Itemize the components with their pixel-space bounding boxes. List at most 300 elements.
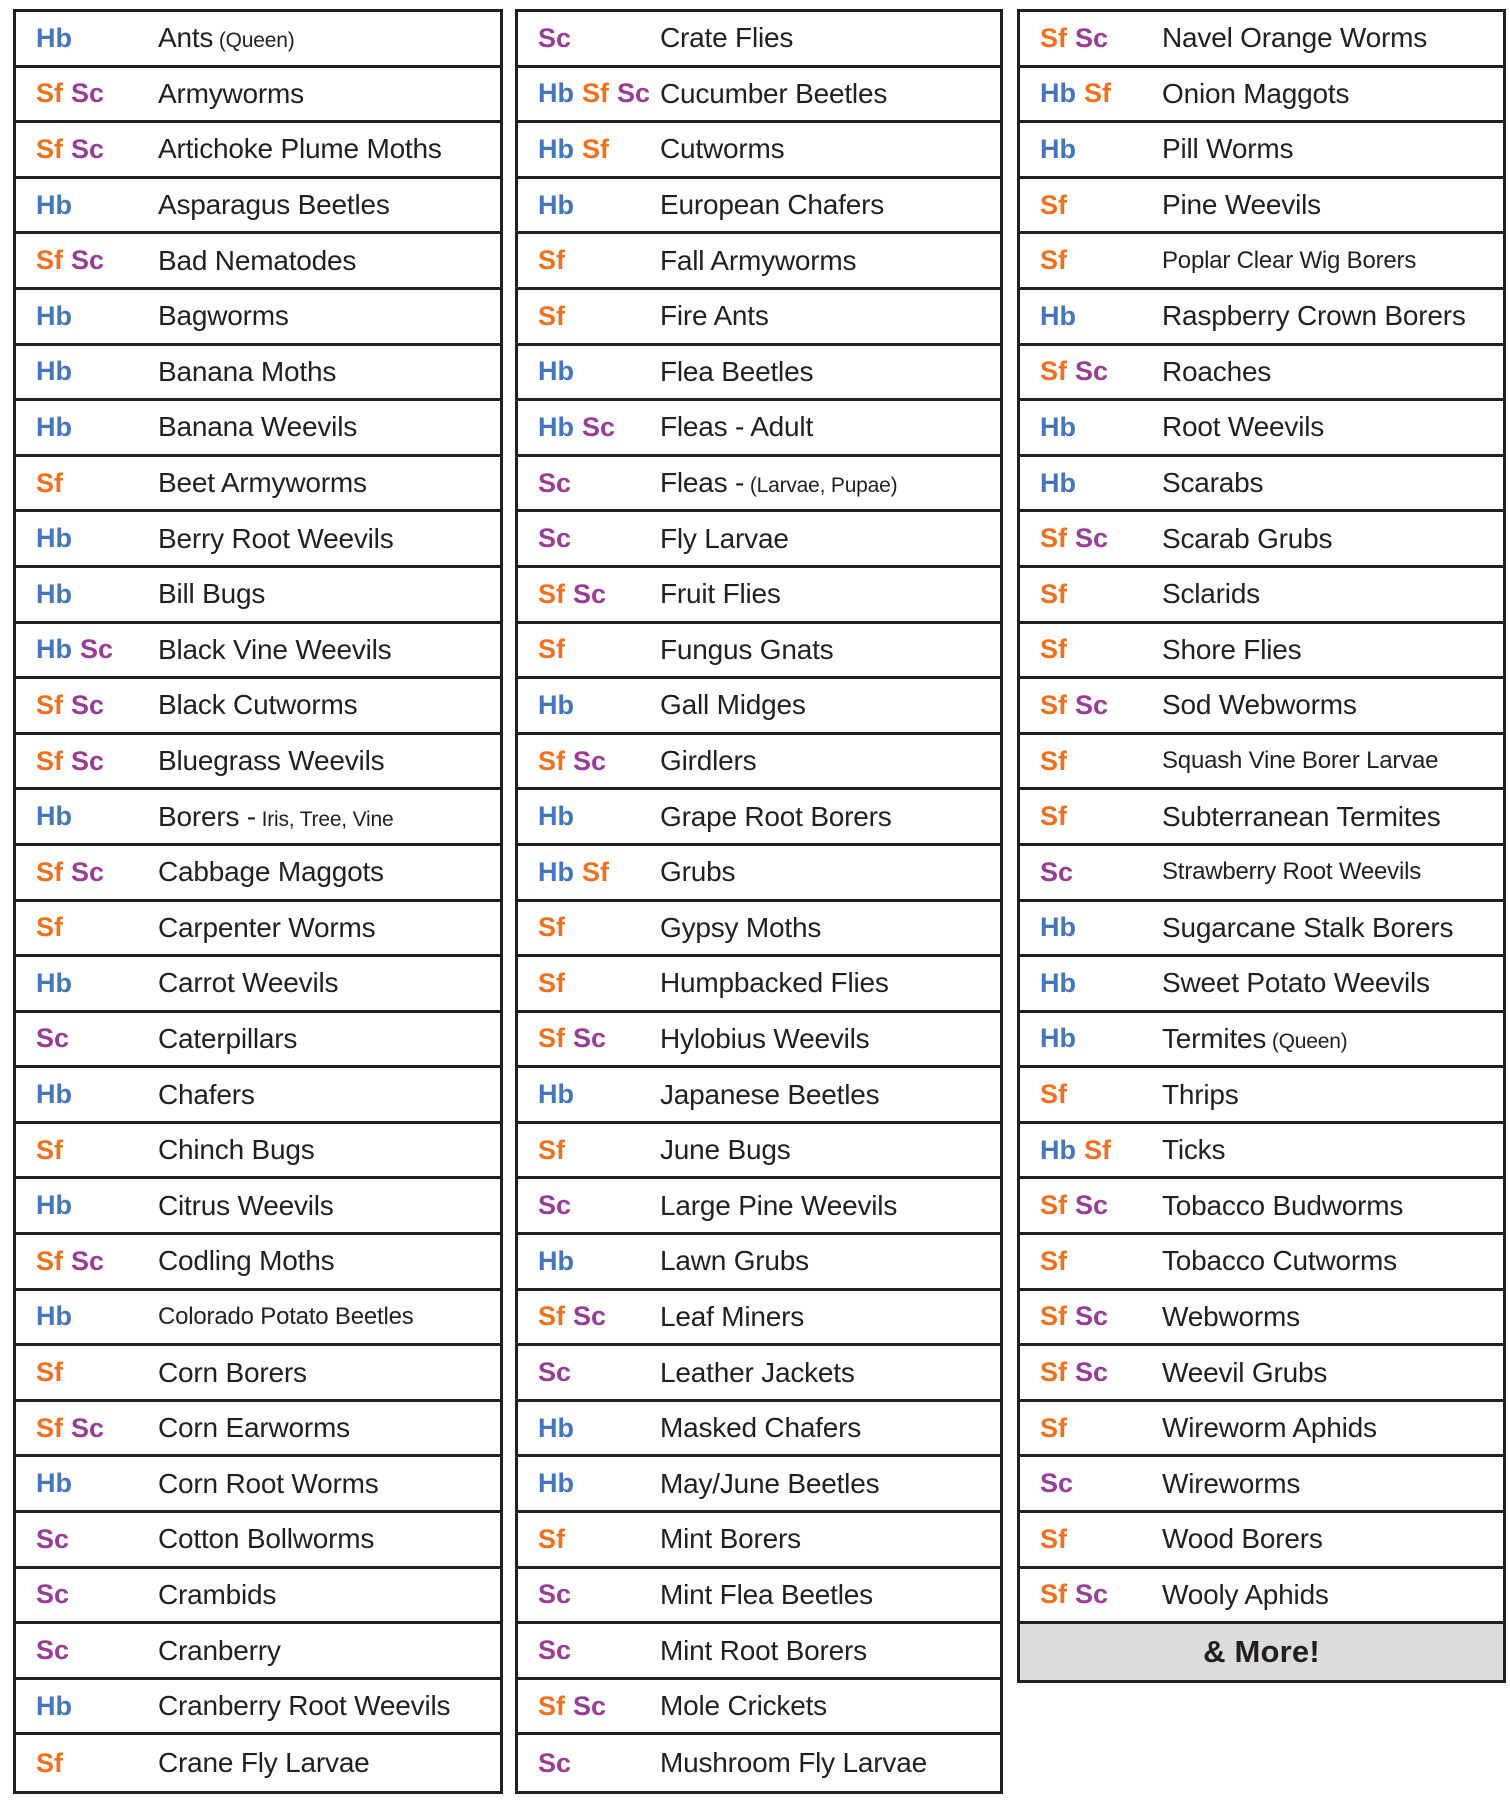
table-row [518,179,1000,235]
table-row [16,290,500,346]
code-sc-badge: Sc [1075,1301,1109,1332]
host-code-cell [518,1357,660,1388]
code-sf-badge: Sf [582,133,609,164]
code-hb-badge: Hb [538,78,574,109]
pest-name: June Bugs [660,1134,791,1166]
code-sc-badge: Sc [1040,1468,1074,1499]
host-code-cell [518,1190,660,1221]
table-row [1020,902,1503,958]
code-sf-badge: Sf [1040,689,1067,720]
host-code-cell [518,801,660,832]
host-code-cell [518,857,660,888]
table-row [1020,123,1503,179]
code-hb-badge: Hb [36,634,72,665]
host-code-cell [1020,134,1162,165]
host-code-cell [16,857,158,888]
pest-name: Mushroom Fly Larvae [660,1747,927,1779]
code-sf-badge: Sf [538,745,565,776]
pest-name: Borers - Iris, Tree, Vine [158,800,394,832]
code-sf-badge: Sf [538,1690,565,1721]
host-code-cell [518,1135,660,1166]
host-code-cell [16,1413,158,1444]
host-code-cell [1020,1079,1162,1110]
table-row [1020,1235,1503,1291]
pest-name: Scarabs [1162,467,1264,499]
pest-name: Large Pine Weevils [660,1189,898,1221]
host-code-cell [1020,912,1162,943]
code-sf-badge: Sf [582,78,609,109]
code-hb-badge: Hb [538,1245,574,1276]
code-hb-badge: Hb [1040,411,1076,442]
pest-table-column-1 [13,9,503,1794]
pest-name: Black Vine Weevils [158,633,392,665]
code-sf-badge: Sf [1040,1245,1067,1276]
table-row [1020,568,1503,624]
pest-name: Ticks [1162,1134,1226,1166]
table-row [1020,846,1503,902]
code-sf-badge: Sf [36,856,63,887]
table-row [16,568,500,624]
table-row [16,1068,500,1124]
table-row [16,1513,500,1569]
table-row [518,512,1000,568]
pest-name-note: Iris, Tree, Vine [255,807,394,831]
table-row [16,902,500,958]
table-row [1020,1291,1503,1347]
table-row [518,1235,1000,1291]
host-code-cell [1020,1023,1162,1054]
host-code-cell [1020,523,1162,554]
host-code-cell [518,356,660,387]
host-code-cell [16,634,158,665]
pest-name: Roaches [1162,355,1272,387]
host-code-cell [518,1468,660,1499]
host-code-cell [518,690,660,721]
code-sc-badge: Sc [71,1245,105,1276]
code-hb-badge: Hb [538,1079,574,1110]
code-hb-badge: Hb [36,300,72,331]
pest-name: Banana Weevils [158,411,358,443]
table-row [16,1013,500,1069]
code-sc-badge: Sc [538,1747,572,1778]
pest-name: Corn Earworms [158,1412,350,1444]
table-row [518,1735,1000,1791]
host-code-cell [1020,746,1162,777]
host-code-cell [16,245,158,276]
host-code-cell [1020,690,1162,721]
pest-name: Fruit Flies [660,578,781,610]
code-sc-badge: Sc [36,1635,70,1666]
code-hb-badge: Hb [36,967,72,998]
code-sf-badge: Sf [36,1412,63,1443]
host-code-cell [16,746,158,777]
host-code-cell [16,1023,158,1054]
pest-name: Tobacco Cutworms [1162,1245,1397,1277]
pest-name: Fall Armyworms [660,244,857,276]
code-sf-badge: Sf [538,300,565,331]
code-sf-badge: Sf [1040,1357,1067,1388]
host-code-cell [1020,1357,1162,1388]
table-row [518,12,1000,68]
pest-table-column-2 [515,9,1003,1794]
code-sc-badge: Sc [573,1023,607,1054]
code-hb-badge: Hb [1040,912,1076,943]
code-sf-badge: Sf [36,1357,63,1388]
pest-name: Sugarcane Stalk Borers [1162,911,1454,943]
host-code-cell [1020,634,1162,665]
code-hb-badge: Hb [36,1079,72,1110]
table-row [16,790,500,846]
code-sc-badge: Sc [71,856,105,887]
host-code-cell [16,1135,158,1166]
pest-name: Wireworms [1162,1467,1301,1499]
pest-name: Grubs [660,856,736,888]
code-sf-badge: Sf [1040,245,1067,276]
host-code-cell [16,523,158,554]
table-row [16,457,500,513]
code-sf-badge: Sf [1084,1134,1111,1165]
code-sf-badge: Sf [1040,1079,1067,1110]
host-code-cell [1020,1468,1162,1499]
pest-name: Armyworms [158,77,304,109]
host-code-cell [518,1691,660,1722]
code-hb-badge: Hb [538,1468,574,1499]
host-code-cell [16,1468,158,1499]
pest-name: Navel Orange Worms [1162,22,1428,54]
code-hb-badge: Hb [538,801,574,832]
pest-table-column-3 [1017,9,1506,1683]
host-code-cell [518,523,660,554]
table-row [518,401,1000,457]
table-row [16,846,500,902]
pest-name: Carrot Weevils [158,967,339,999]
pest-name: Mint Flea Beetles [660,1578,873,1610]
code-hb-badge: Hb [36,1301,72,1332]
table-row [1020,1569,1503,1625]
code-sc-badge: Sc [71,245,105,276]
host-code-cell [16,1691,158,1722]
pest-name: Corn Borers [158,1356,307,1388]
host-code-cell [1020,190,1162,221]
code-hb-badge: Hb [36,1190,72,1221]
code-sf-badge: Sf [36,467,63,498]
code-sf-badge: Sf [36,1747,63,1778]
host-code-cell [16,1748,158,1779]
host-code-cell [518,746,660,777]
host-code-cell [16,23,158,54]
pest-name: Fleas - Adult [660,411,814,443]
host-code-cell [518,301,660,332]
pest-name: Cranberry Root Weevils [158,1690,451,1722]
code-sc-badge: Sc [71,689,105,720]
host-code-cell [518,912,660,943]
pest-name: Cucumber Beetles [660,77,888,109]
host-code-cell [1020,579,1162,610]
host-code-cell [16,78,158,109]
more-row [1020,1624,1503,1680]
pest-name: Girdlers [660,745,757,777]
pest-name: European Chafers [660,189,885,221]
code-hb-badge: Hb [538,133,574,164]
table-row [16,1402,500,1458]
table-row [518,1513,1000,1569]
code-sc-badge: Sc [36,1523,70,1554]
code-sf-badge: Sf [1040,634,1067,665]
table-row [518,1569,1000,1625]
table-row [518,290,1000,346]
pest-name: Termites (Queen) [1162,1022,1348,1054]
host-code-cell [518,1079,660,1110]
code-sf-badge: Sf [582,856,609,887]
code-sc-badge: Sc [538,1357,572,1388]
code-sf-badge: Sf [538,967,565,998]
host-code-cell [16,1357,158,1388]
table-row [16,12,500,68]
table-row [1020,1013,1503,1069]
table-row [16,1346,500,1402]
pest-name: Berry Root Weevils [158,522,394,554]
table-row [16,1680,500,1736]
pest-name: Mint Borers [660,1523,801,1555]
table-row [16,512,500,568]
code-sc-badge: Sc [1040,856,1074,887]
code-sc-badge: Sc [71,745,105,776]
pest-name: Flea Beetles [660,355,814,387]
pest-name-note: (Larvae, Pupae) [744,474,898,498]
pest-name: Cutworms [660,133,785,165]
host-code-cell [16,468,158,499]
host-code-cell [518,1413,660,1444]
pest-name: Caterpillars [158,1022,298,1054]
code-hb-badge: Hb [1040,1023,1076,1054]
table-row [518,68,1000,124]
pest-name: Root Weevils [1162,411,1325,443]
pest-name: Mint Root Borers [660,1634,867,1666]
pest-name: Banana Moths [158,355,337,387]
table-row [16,401,500,457]
pest-name: Bagworms [158,300,289,332]
code-sf-badge: Sf [538,578,565,609]
code-sc-badge: Sc [71,133,105,164]
code-hb-badge: Hb [1040,133,1076,164]
pest-name: Lawn Grubs [660,1245,809,1277]
pest-name: Strawberry Root Weevils [1162,858,1422,886]
pest-name: Fire Ants [660,300,769,332]
table-row [518,902,1000,958]
code-sc-badge: Sc [538,467,572,498]
pest-name: Black Cutworms [158,689,358,721]
host-code-cell [518,245,660,276]
table-row [518,346,1000,402]
code-sc-badge: Sc [573,745,607,776]
code-sc-badge: Sc [538,22,572,53]
table-row [1020,1457,1503,1513]
table-row [518,123,1000,179]
pest-name: Wood Borers [1162,1523,1323,1555]
host-code-cell [518,1579,660,1610]
table-row [518,846,1000,902]
host-code-cell [1020,1524,1162,1555]
code-hb-badge: Hb [36,411,72,442]
host-code-cell [1020,412,1162,443]
code-sc-badge: Sc [617,78,651,109]
table-row [16,179,500,235]
code-sf-badge: Sf [36,745,63,776]
table-row [1020,1346,1503,1402]
code-sc-badge: Sc [1075,22,1109,53]
code-sc-badge: Sc [573,578,607,609]
table-row [1020,512,1503,568]
table-row [1020,1124,1503,1180]
pest-name: Humpbacked Flies [660,967,889,999]
pest-name: Leaf Miners [660,1300,805,1332]
code-sf-badge: Sf [1040,801,1067,832]
code-sc-badge: Sc [36,1023,70,1054]
pest-name: Corn Root Worms [158,1467,379,1499]
code-sf-badge: Sf [538,634,565,665]
table-row [518,624,1000,680]
table-row [1020,1402,1503,1458]
host-code-cell [1020,1413,1162,1444]
pest-name-note: (Queen) [213,29,295,53]
pest-name: Gypsy Moths [660,911,822,943]
code-sf-badge: Sf [538,1023,565,1054]
table-row [16,1235,500,1291]
pest-name: Leather Jackets [660,1356,855,1388]
table-row [518,1013,1000,1069]
host-code-cell [518,412,660,443]
table-row [16,1624,500,1680]
pest-name: Sclarids [1162,578,1260,610]
code-sc-badge: Sc [538,1635,572,1666]
code-sc-badge: Sc [573,1301,607,1332]
table-row [1020,457,1503,513]
table-row [16,1735,500,1791]
code-sf-badge: Sf [1040,523,1067,554]
pest-name: Bad Nematodes [158,244,357,276]
pest-name: Cotton Bollworms [158,1523,375,1555]
code-sc-badge: Sc [71,1412,105,1443]
host-code-cell [518,634,660,665]
code-hb-badge: Hb [36,189,72,220]
code-sc-badge: Sc [80,634,114,665]
table-row [518,1624,1000,1680]
pest-name: Chafers [158,1078,255,1110]
table-row [1020,346,1503,402]
pest-name: Sod Webworms [1162,689,1357,721]
table-row [518,1402,1000,1458]
table-row [518,1179,1000,1235]
code-sc-badge: Sc [71,78,105,109]
pest-name: Tobacco Budworms [1162,1189,1404,1221]
code-hb-badge: Hb [538,189,574,220]
code-sc-badge: Sc [1075,1579,1109,1610]
host-code-cell [16,579,158,610]
code-sf-badge: Sf [1040,1190,1067,1221]
host-code-cell [518,468,660,499]
pest-name: Japanese Beetles [660,1078,880,1110]
pest-name-note: (Queen) [1266,1029,1348,1053]
table-row [16,624,500,680]
table-row [16,1457,500,1513]
host-code-cell [16,1524,158,1555]
code-sf-badge: Sf [1040,745,1067,776]
host-code-cell [1020,857,1162,888]
code-sf-badge: Sf [36,1245,63,1276]
table-row [518,1346,1000,1402]
code-sf-badge: Sf [1040,189,1067,220]
code-sf-badge: Sf [1040,1523,1067,1554]
pest-name: Cranberry [158,1634,281,1666]
code-hb-badge: Hb [36,356,72,387]
code-sf-badge: Sf [538,1523,565,1554]
table-row [16,679,500,735]
table-row [1020,1179,1503,1235]
pest-name: Chinch Bugs [158,1134,315,1166]
host-code-cell [16,968,158,999]
table-row [1020,1068,1503,1124]
pest-name: Bill Bugs [158,578,266,610]
pest-name: Raspberry Crown Borers [1162,300,1466,332]
table-row [1020,679,1503,735]
pest-name: Fungus Gnats [660,633,834,665]
code-sc-badge: Sc [573,1690,607,1721]
code-sc-badge: Sc [582,411,616,442]
pest-name: Artichoke Plume Moths [158,133,442,165]
host-code-cell [1020,23,1162,54]
pest-name: Thrips [1162,1078,1239,1110]
host-code-cell [16,1301,158,1332]
host-code-cell [1020,468,1162,499]
code-hb-badge: Hb [538,689,574,720]
code-sf-badge: Sf [36,245,63,276]
table-row [16,234,500,290]
table-row [518,1068,1000,1124]
pest-name: Cabbage Maggots [158,856,384,888]
table-row [518,1124,1000,1180]
table-row [16,1179,500,1235]
code-hb-badge: Hb [36,578,72,609]
host-code-cell [16,356,158,387]
code-sc-badge: Sc [538,523,572,554]
host-code-cell [518,134,660,165]
host-code-cell [518,579,660,610]
table-row [1020,624,1503,680]
table-row [1020,12,1503,68]
code-sc-badge: Sc [36,1579,70,1610]
table-row [518,735,1000,791]
code-sc-badge: Sc [1075,523,1109,554]
code-sf-badge: Sf [36,912,63,943]
host-code-cell [1020,1135,1162,1166]
host-code-cell [16,912,158,943]
code-hb-badge: Hb [538,411,574,442]
table-row [1020,790,1503,846]
table-row [1020,290,1503,346]
table-row [518,957,1000,1013]
pest-name: Wireworm Aphids [1162,1412,1377,1444]
host-code-cell [518,1524,660,1555]
pest-name: Pine Weevils [1162,189,1321,221]
host-code-cell [16,301,158,332]
table-row [16,346,500,402]
pest-name: Colorado Potato Beetles [158,1302,414,1330]
pest-name: Hylobius Weevils [660,1022,870,1054]
table-row [16,1291,500,1347]
pest-name: Asparagus Beetles [158,189,390,221]
host-code-cell [16,801,158,832]
pest-name: Scarab Grubs [1162,522,1333,554]
